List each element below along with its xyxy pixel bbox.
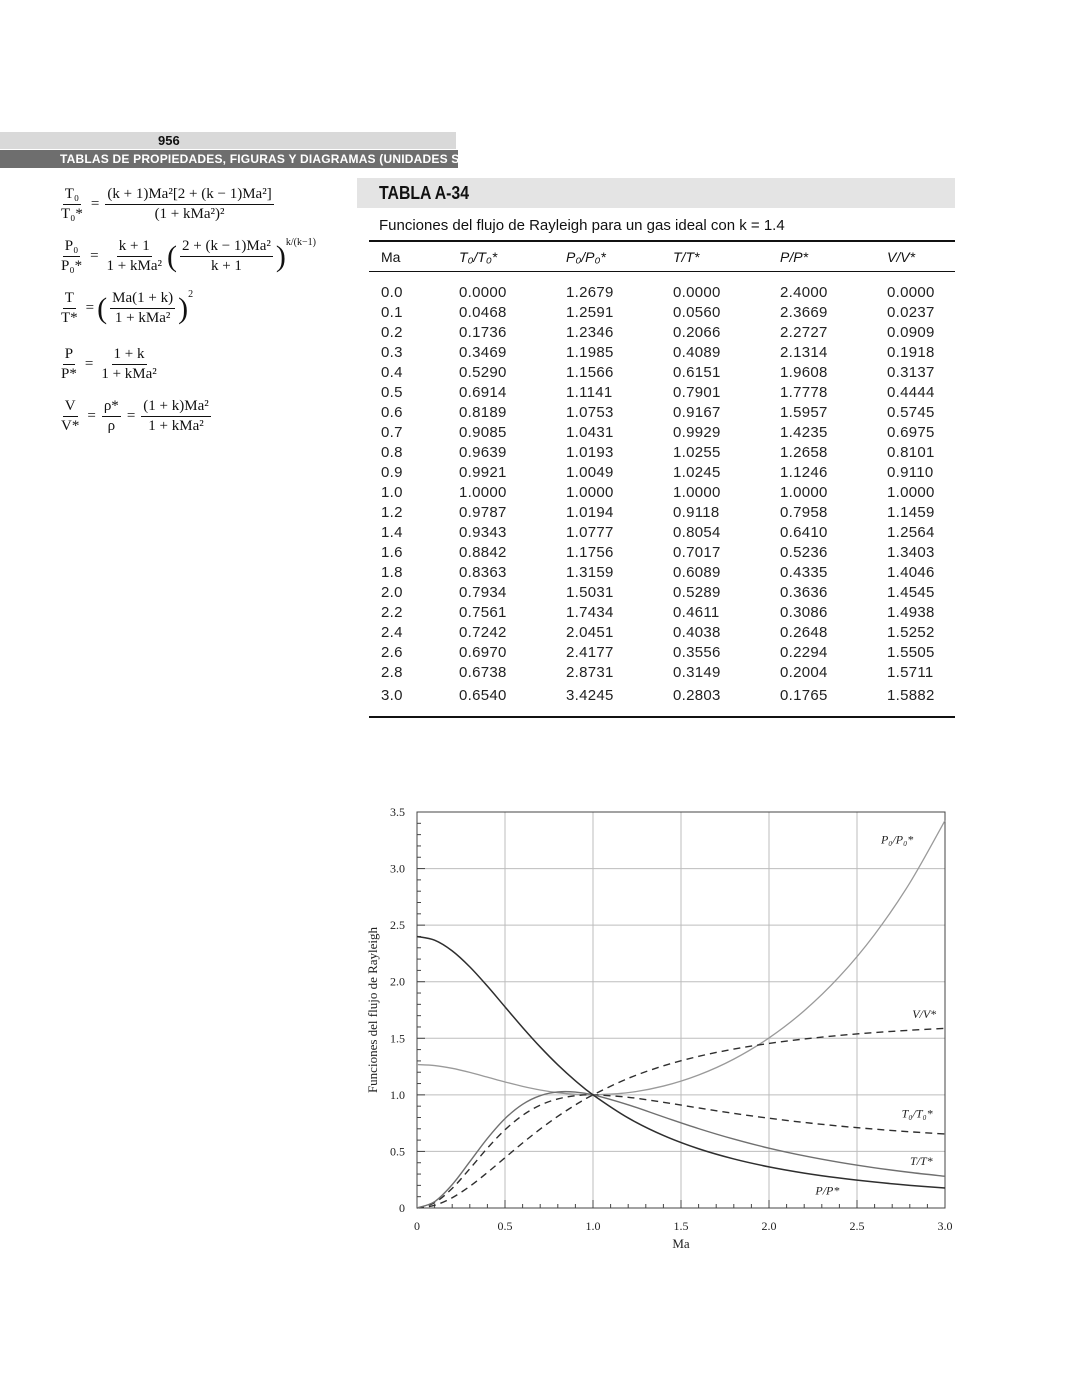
table-cell: 0.6975 — [887, 424, 935, 441]
table-cell: 2.0 — [381, 584, 403, 601]
table-cell: 0.9110 — [887, 464, 934, 481]
x-tick-label: 3.0 — [937, 1219, 953, 1233]
section-title-bar — [0, 150, 468, 168]
formula-rhs-den: 1 + kMa² — [148, 418, 204, 434]
formula-lhs-den: T* — [61, 310, 78, 326]
table-cell: 1.9608 — [780, 364, 828, 381]
table-cell: 0.5289 — [673, 584, 721, 601]
table-header-cell: P/P* — [780, 249, 809, 265]
table-cell: 0.4 — [381, 364, 403, 381]
table-cell: 0.0468 — [459, 304, 507, 321]
table-cell: 0.8054 — [673, 524, 721, 541]
table-cell: 0.9343 — [459, 524, 507, 541]
formula-lhs-den: T₀* — [61, 206, 83, 222]
series-label: P/P* — [815, 1183, 840, 1198]
table-cell: 1.2564 — [887, 524, 935, 541]
y-axis-label: Funciones del flujo de Rayleigh — [365, 926, 380, 1094]
table-cell: 0.3149 — [673, 664, 721, 681]
section-title: TABLAS DE PROPIEDADES, FIGURAS Y DIAGRAMAS (UNIDADES SI) — [60, 152, 468, 166]
table-cell: 0.5290 — [459, 364, 507, 381]
formula-paren-den: 1 + kMa² — [114, 310, 171, 326]
formula-rhs-num: (k + 1)Ma²[2 + (k − 1)Ma²] — [105, 186, 273, 205]
table-cell: 1.2658 — [780, 444, 828, 461]
table-cell: 0.3556 — [673, 644, 721, 661]
formula-lhs-num: T₀ — [63, 186, 81, 205]
table-cell: 0.9787 — [459, 504, 507, 521]
table-cell: 0.5745 — [887, 404, 935, 421]
table-cell: 0.1918 — [887, 344, 935, 361]
table-cell: 0.0000 — [887, 284, 935, 301]
table-bottom-rule — [369, 716, 955, 718]
y-tick-label: 3.0 — [390, 861, 405, 876]
table-cell: 1.0431 — [566, 424, 614, 441]
table-cell: 0.8101 — [887, 444, 935, 461]
table-cell: 0.0000 — [459, 284, 507, 301]
table-header-cell: Ma — [381, 249, 401, 265]
formula-lhs-num: P — [63, 346, 75, 365]
table-cell: 1.4545 — [887, 584, 935, 601]
table-title: TABLA A-34 — [379, 183, 470, 203]
table-cell: 1.2 — [381, 504, 403, 521]
table-cell: 2.3669 — [780, 304, 828, 321]
table-cell: 2.8 — [381, 664, 403, 681]
table-cell: 1.3159 — [566, 564, 614, 581]
formula-mid-num: ρ* — [102, 398, 121, 417]
table-cell: 2.2727 — [780, 324, 828, 341]
formula-t0: $\frac{\text{T₀}}{\text{T₀*}}$ = $\frac{\text{(k + 1)Ma²[2 + (k − 1)Ma²]}}{\text{(1 + kMa²)²}}$ — [61, 186, 272, 222]
formula-rhs-den: 1 + kMa² — [106, 258, 162, 274]
table-cell: 1.3403 — [887, 544, 935, 561]
formula-exponent: 2 — [188, 289, 194, 300]
table-cell: 1.0194 — [566, 504, 614, 521]
x-tick-label: 0 — [414, 1219, 420, 1233]
table-cell: 1.0000 — [459, 484, 507, 501]
table-cell: 0.6914 — [459, 384, 507, 401]
table-cell: 1.6 — [381, 544, 403, 561]
table-cell: 0.7 — [381, 424, 403, 441]
table-cell: 0.0560 — [673, 304, 721, 321]
page-number: 956 — [158, 133, 180, 148]
table-header-cell: P₀/P₀* — [566, 249, 606, 265]
table-cell: 0.4444 — [887, 384, 935, 401]
table-cell: 1.0049 — [566, 464, 614, 481]
table-cell: 0.7242 — [459, 624, 507, 641]
formula-p0: $\frac{\text{P₀}}{\text{P₀*}}$ = $\frac{k + 1}{\text{1 + kMa²}}$ ( $\frac{\text{2 + (k − 1)Ma²}}{k + 1}$ ) k/(k−1) — [61, 237, 316, 274]
table-header-cell: T/T* — [673, 249, 700, 265]
formula-rhs-num: (1 + k)Ma² — [141, 398, 210, 417]
table-cell: 0.9118 — [673, 504, 720, 521]
table-cell: 1.5505 — [887, 644, 935, 661]
table-cell: 0.9929 — [673, 424, 721, 441]
table-cell: 0.7934 — [459, 584, 507, 601]
table-cell: 0.8 — [381, 444, 403, 461]
table-cell: 0.2294 — [780, 644, 828, 661]
table-cell: 1.0 — [381, 484, 403, 501]
table-header-rule — [369, 271, 955, 272]
table-cell: 3.4245 — [566, 687, 614, 704]
table-cell: 1.0245 — [673, 464, 721, 481]
x-tick-label: 1.0 — [585, 1219, 601, 1233]
series-label: T/T* — [909, 1154, 933, 1169]
table-cell: 0.9639 — [459, 444, 507, 461]
formula-t: $\frac{T}{T*}$ = ( $\frac{Ma(1 + k)}{\text{1 + kMa²}}$ ) 2 — [61, 289, 194, 326]
table-cell: 1.5957 — [780, 404, 828, 421]
table-cell: 1.0255 — [673, 444, 721, 461]
table-cell: 0.3636 — [780, 584, 828, 601]
table-cell: 0.4611 — [673, 604, 720, 621]
table-cell: 2.1314 — [780, 344, 828, 361]
table-top-rule — [369, 240, 955, 242]
table-cell: 1.7778 — [780, 384, 828, 401]
formula-paren-num: Ma(1 + k) — [110, 290, 175, 309]
table-cell: 0.7958 — [780, 504, 828, 521]
table-cell: 0.5 — [381, 384, 403, 401]
table-cell: 0.7901 — [673, 384, 721, 401]
table-cell: 0.2 — [381, 324, 403, 341]
table-cell: 3.0 — [381, 687, 403, 704]
table-cell: 0.7561 — [459, 604, 507, 621]
table-cell: 1.0193 — [566, 444, 614, 461]
formula-p: $\frac{P}{P*}$ = $\frac{1 + k}{\text{1 + kMa²}}$ — [61, 346, 157, 382]
y-tick-label: 2.5 — [390, 918, 405, 933]
x-tick-label: 0.5 — [497, 1219, 513, 1233]
table-cell: 0.0000 — [673, 284, 721, 301]
formula-rhs-num: k + 1 — [117, 238, 152, 257]
table-cell: 0.2803 — [673, 687, 721, 704]
table-cell: 0.2648 — [780, 624, 828, 641]
formula-lhs-num: T — [63, 290, 76, 309]
table-cell: 2.8731 — [566, 664, 614, 681]
formula-rhs-num: 1 + k — [112, 346, 147, 365]
table-cell: 0.2066 — [673, 324, 721, 341]
y-tick-label: 0 — [399, 1201, 405, 1215]
table-cell: 0.1 — [381, 304, 403, 321]
table-cell: 2.0451 — [566, 624, 614, 641]
y-tick-label: 2.0 — [390, 974, 405, 989]
table-cell: 1.1141 — [566, 384, 613, 401]
table-cell: 0.3469 — [459, 344, 507, 361]
table-cell: 1.0000 — [887, 484, 935, 501]
table-cell: 0.6089 — [673, 564, 721, 581]
table-cell: 0.8189 — [459, 404, 507, 421]
table-cell: 0.8363 — [459, 564, 507, 581]
table-cell: 1.4938 — [887, 604, 935, 621]
table-cell: 1.0000 — [566, 484, 614, 501]
formula-lhs-den: P* — [61, 366, 77, 382]
table-cell: 1.0000 — [780, 484, 828, 501]
table-cell: 0.9 — [381, 464, 403, 481]
table-cell: 1.4046 — [887, 564, 935, 581]
table-cell: 1.8 — [381, 564, 403, 581]
table-cell: 0.2004 — [780, 664, 828, 681]
table-cell: 0.5236 — [780, 544, 828, 561]
table-cell: 1.0000 — [673, 484, 721, 501]
page-number-bar — [0, 132, 456, 149]
y-tick-label: 3.5 — [390, 805, 405, 819]
table-cell: 0.7017 — [673, 544, 721, 561]
table-cell: 0.0909 — [887, 324, 935, 341]
table-cell: 1.1566 — [566, 364, 614, 381]
chart-svg — [355, 800, 965, 1270]
formula-paren-num: 2 + (k − 1)Ma² — [180, 238, 273, 257]
table-cell: 1.2679 — [566, 284, 614, 301]
table-cell: 1.1459 — [887, 504, 935, 521]
table-cell: 2.4 — [381, 624, 403, 641]
series-label: T₀/T₀* — [901, 1106, 933, 1121]
table-cell: 0.9085 — [459, 424, 507, 441]
table-cell: 1.0777 — [566, 524, 614, 541]
table-cell: 1.5882 — [887, 687, 935, 704]
table-header-cell: T₀/T₀* — [459, 249, 498, 265]
x-tick-label: 1.5 — [673, 1219, 689, 1233]
table-cell: 2.4000 — [780, 284, 828, 301]
table-cell: 0.4335 — [780, 564, 828, 581]
table-cell: 0.4038 — [673, 624, 721, 641]
table-caption: Funciones del flujo de Rayleigh para un gas ideal con k = 1.4 — [379, 217, 785, 234]
formula-lhs-den: V* — [61, 418, 80, 434]
table-cell: 0.6151 — [673, 364, 721, 381]
y-tick-label: 1.5 — [390, 1031, 405, 1046]
table-cell: 1.2591 — [566, 304, 614, 321]
formula-lhs-den: P₀* — [61, 258, 83, 274]
formula-lhs-num: V — [63, 398, 78, 417]
table-cell: 0.9167 — [673, 404, 721, 421]
formula-lhs-num: P₀ — [63, 238, 81, 257]
table-cell: 1.5711 — [887, 664, 934, 681]
table-cell: 0.9921 — [459, 464, 507, 481]
table-cell: 2.6 — [381, 644, 403, 661]
table-header-cell: V/V* — [887, 249, 916, 265]
series-label: P₀/P₀* — [880, 832, 914, 847]
table-cell: 1.4235 — [780, 424, 828, 441]
table-cell: 0.3086 — [780, 604, 828, 621]
table-cell: 1.4 — [381, 524, 403, 541]
table-cell: 1.1246 — [780, 464, 828, 481]
formula-rhs-den: 1 + kMa² — [101, 366, 157, 382]
table-cell: 0.6970 — [459, 644, 507, 661]
table-cell: 0.1765 — [780, 687, 828, 704]
table-cell: 0.6410 — [780, 524, 828, 541]
table-cell: 1.5031 — [566, 584, 614, 601]
x-tick-label: 2.5 — [849, 1219, 865, 1233]
table-cell: 0.3137 — [887, 364, 935, 381]
table-cell: 1.2346 — [566, 324, 614, 341]
series-label: V/V* — [912, 1006, 937, 1021]
table-cell: 2.4177 — [566, 644, 614, 661]
formula-exponent: k/(k−1) — [285, 237, 316, 248]
table-cell: 0.3 — [381, 344, 403, 361]
formula-rhs-den: (1 + kMa²)² — [154, 206, 225, 222]
formula-mid-den: ρ — [107, 418, 116, 434]
y-tick-label: 1.0 — [390, 1087, 405, 1102]
table-cell: 0.0237 — [887, 304, 935, 321]
y-tick-label: 0.5 — [390, 1144, 405, 1159]
formula-paren-den: k + 1 — [210, 258, 242, 274]
table-cell: 0.6540 — [459, 687, 507, 704]
rayleigh-chart — [355, 800, 965, 1270]
table-cell: 0.6 — [381, 404, 403, 421]
table-cell: 1.5252 — [887, 624, 935, 641]
table-cell: 1.1756 — [566, 544, 614, 561]
x-axis-label: Ma — [672, 1236, 690, 1251]
formula-v: $\frac{V}{V*}$ = $\frac{\rho*}{\rho}$ = $\frac{\text{(1 + k)Ma²}}{\text{1 + kMa²}}$ — [61, 398, 209, 434]
table-cell: 0.8842 — [459, 544, 507, 561]
table-cell: 0.6738 — [459, 664, 507, 681]
table-cell: 0.0 — [381, 284, 403, 301]
table-cell: 0.4089 — [673, 344, 721, 361]
table-cell: 0.1736 — [459, 324, 507, 341]
x-tick-label: 2.0 — [761, 1219, 777, 1233]
table-cell: 2.2 — [381, 604, 403, 621]
table-cell: 1.7434 — [566, 604, 614, 621]
table-cell: 1.0753 — [566, 404, 614, 421]
table-cell: 1.1985 — [566, 344, 614, 361]
